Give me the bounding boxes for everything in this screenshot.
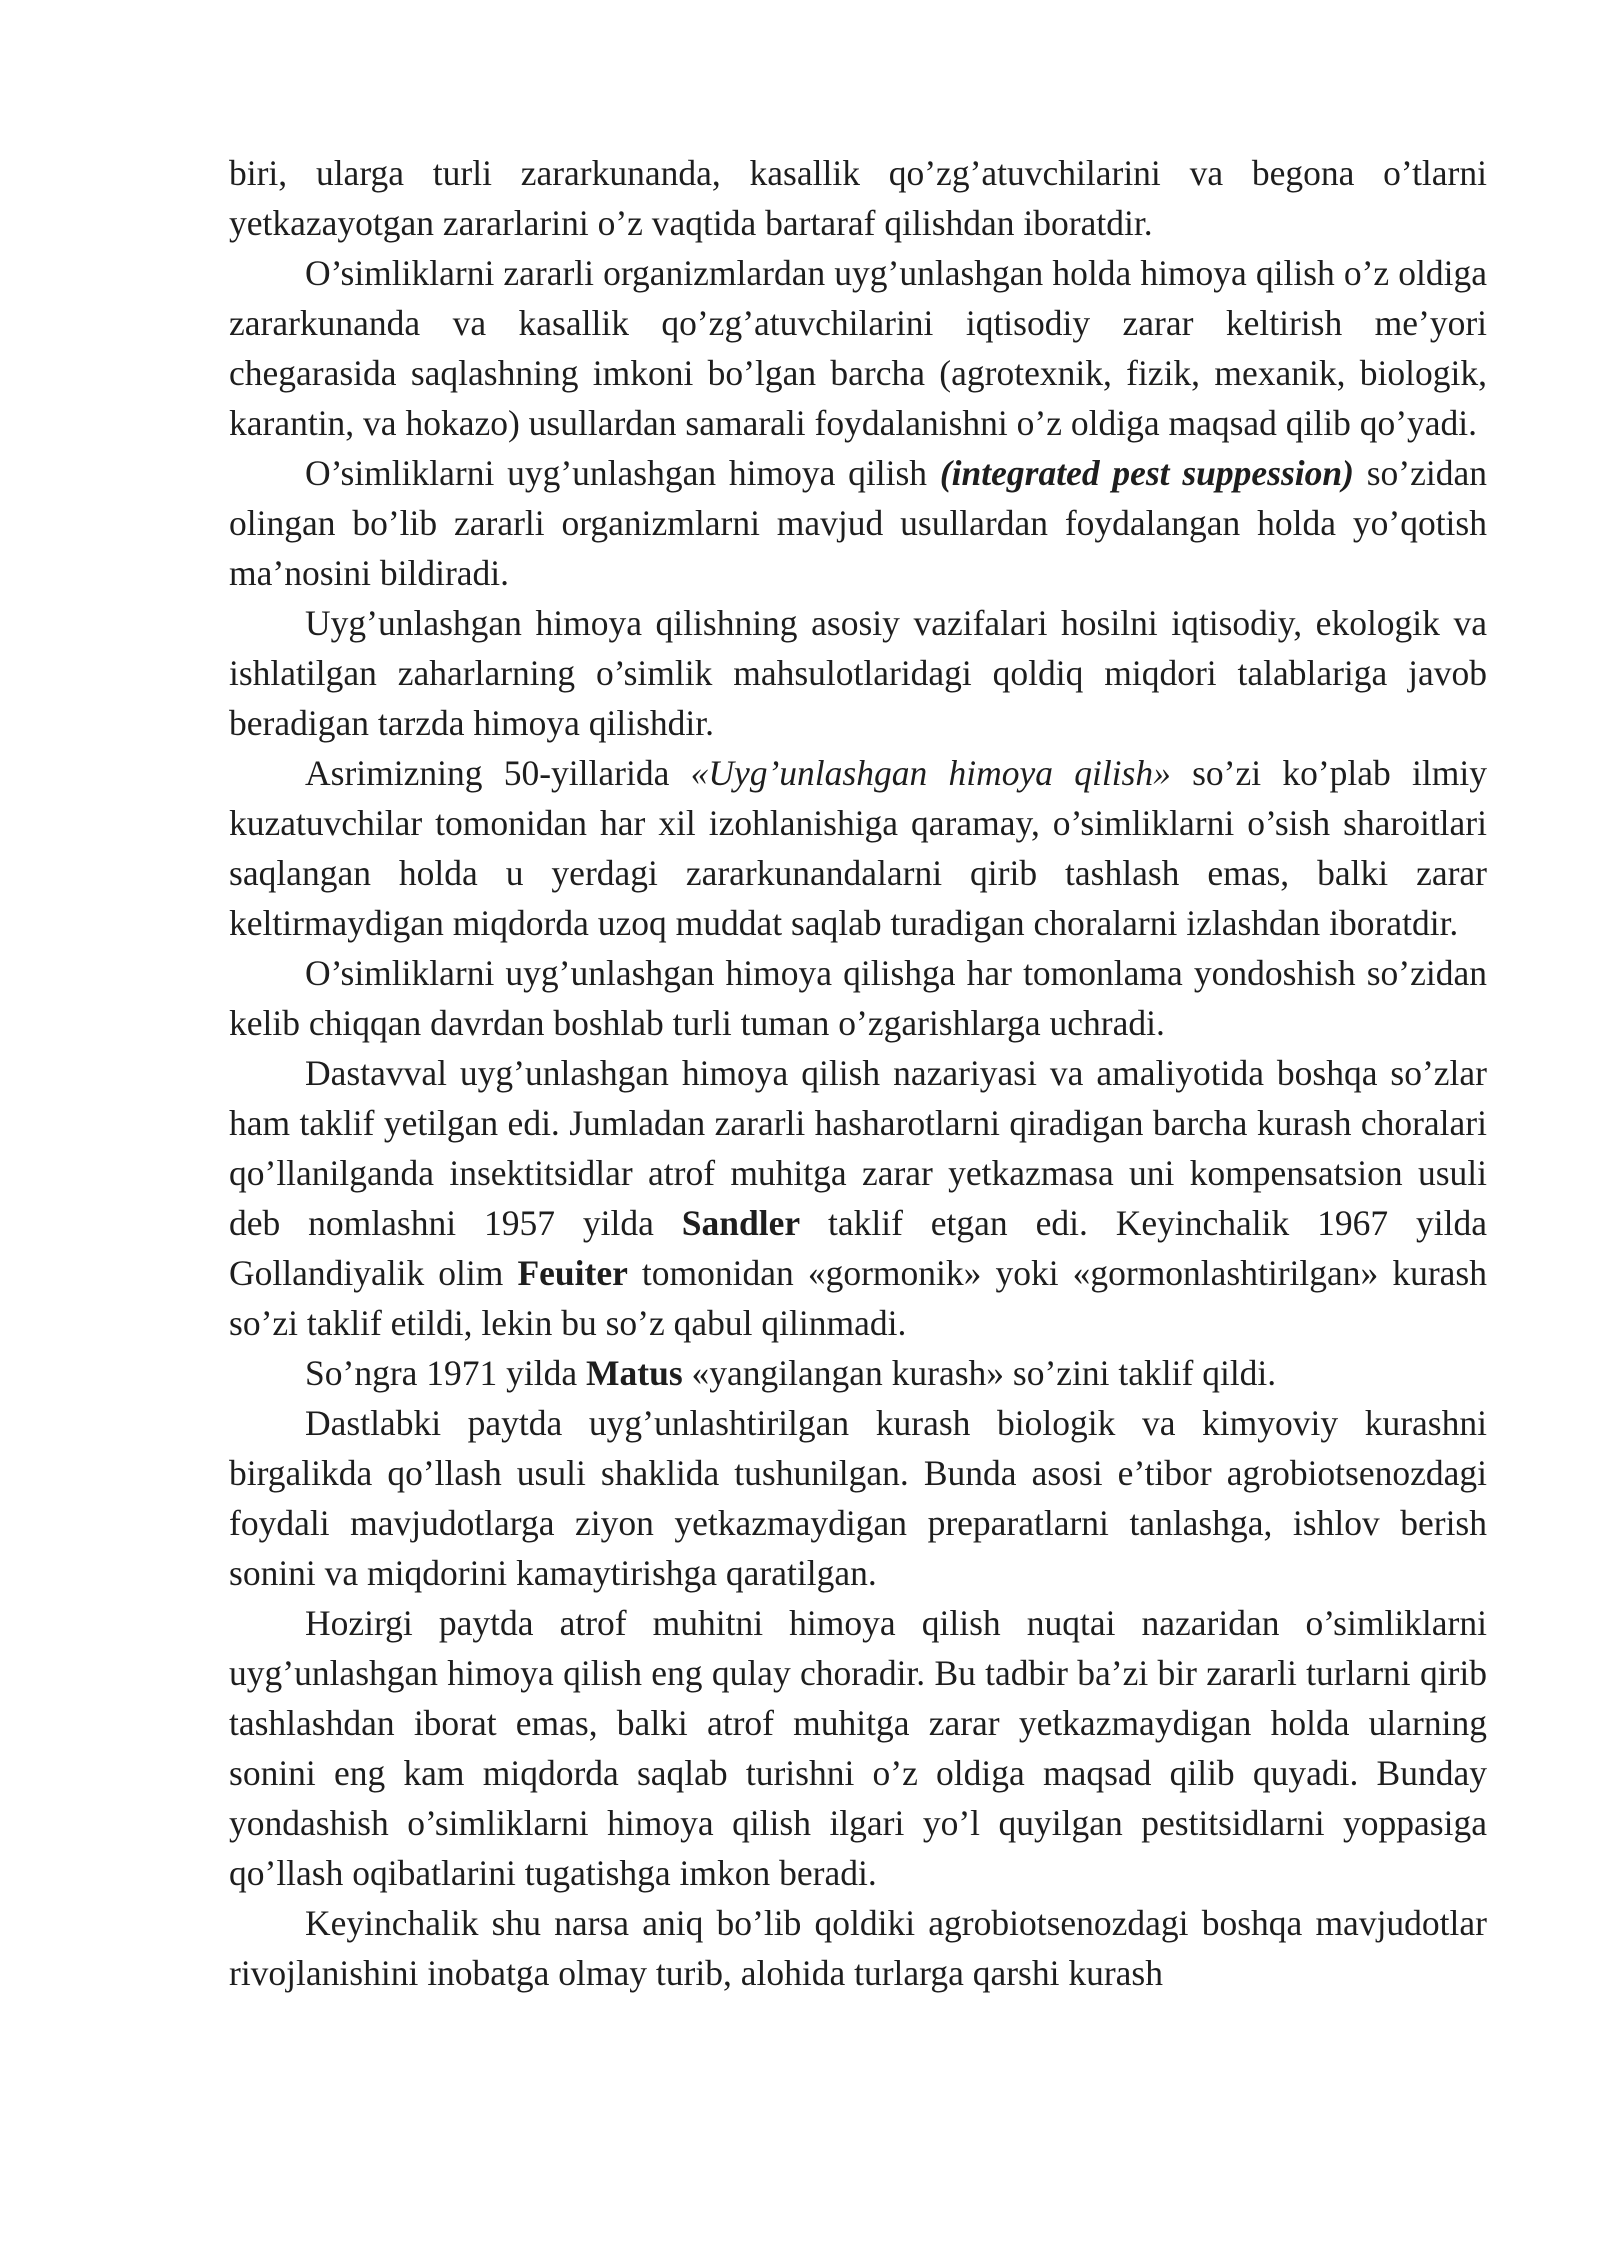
text-run: so’zidan olingan bo’lib zararli organizmlarni mavjud usullardan foydalangan holda yo’qotish ma’nosini bildiradi. bbox=[229, 453, 1487, 593]
document-paragraph bbox=[229, 248, 1487, 448]
text-run: tomonidan «gormonik» yoki «gormonlashtirilgan» kurash so’zi taklif etildi, lekin bu so’z qabul qilinmadi. bbox=[229, 1253, 1487, 1343]
document-paragraph bbox=[229, 1598, 1487, 1898]
italic-text-run: «Uyg’unlashgan himoya qilish» bbox=[690, 753, 1171, 793]
text-run: So’ngra 1971 yilda bbox=[305, 1353, 587, 1393]
text-run: O’simliklarni uyg’unlashgan himoya qilishga har tomonlama yondoshish so’zidan kelib chiqqan davrdan boshlab turli tuman o’zgarishlarga uchradi. bbox=[229, 953, 1487, 1043]
text-run: O’simliklarni zararli organizmlardan uyg’unlashgan holda himoya qilish o’z oldiga zararkunanda va kasallik qo’zg’atuvchilarini iqtisodiy zarar keltirish me’yori chegarasida saqlashning imkoni bo’lgan barcha (agrotexnik, fizik, mexanik, biologik, karantin, va hokazo) usullardan samarali foydalanishni o’z oldiga maqsad qilib qo’yadi. bbox=[229, 253, 1487, 443]
document-paragraph bbox=[229, 1398, 1487, 1598]
text-run: Dastavval uyg’unlashgan himoya qilish nazariyasi va amaliyotida boshqa so’zlar ham taklif yetilgan edi. Jumladan zararli hasharotlarni qiradigan barcha kurash choralari qo’llanilganda insektitsidlar atrof muhitga zarar yetkazmasa uni kompensatsion usuli deb nomlashni 1957 yilda bbox=[229, 1053, 1487, 1243]
text-run: Keyinchalik shu narsa aniq bo’lib qoldiki agrobiotsenozdagi boshqa mavjudotlar rivojlanishini inobatga olmay turib, alohida turlarga qarshi kurash bbox=[229, 1903, 1487, 1993]
document-paragraph bbox=[229, 598, 1487, 748]
document-paragraph bbox=[229, 948, 1487, 1048]
document-paragraph bbox=[229, 748, 1487, 948]
text-run: biri, ularga turli zararkunanda, kasallik qo’zg’atuvchilarini va begona o’tlarni yetkazayotgan zararlarini o’z vaqtida bartaraf qilishdan iboratdir. bbox=[229, 153, 1487, 243]
text-run: «yangilangan kurash» so’zini taklif qildi. bbox=[682, 1353, 1277, 1393]
text-run: Asrimizning 50-yillarida bbox=[305, 753, 691, 793]
bold-italic-text-run: (integrated pest suppession) bbox=[939, 453, 1354, 493]
bold-text-run: Matus bbox=[586, 1353, 683, 1393]
document-paragraph bbox=[229, 1048, 1487, 1348]
text-run: Hozirgi paytda atrof muhitni himoya qilish nuqtai nazaridan o’simliklarni uyg’unlashgan himoya qilish eng qulay choradir. Bu tadbir ba’zi bir zararli turlarni qirib tashlashdan iborat emas, balki atrof muhitga zarar yetkazmaydigan holda ularning sonini eng kam miqdorda saqlab turishni o’z oldiga maqsad qilib quyadi. Bunday yondashish o’simliklarni himoya qilish ilgari yo’l quyilgan pestitsidlarni yoppasiga qo’llash oqibatlarini tugatishga imkon beradi. bbox=[229, 1603, 1487, 1893]
document-paragraph bbox=[229, 448, 1487, 598]
document-paragraph bbox=[229, 1348, 1487, 1398]
text-run: Dastlabki paytda uyg’unlashtirilgan kurash biologik va kimyoviy kurashni birgalikda qo’llash usuli shaklida tushunilgan. Bunda asosi e’tibor agrobiotsenozdagi foydali mavjudotlarga ziyon yetkazmaydigan preparatlarni tanlashga, ishlov berish sonini va miqdorini kamaytirishga qaratilgan. bbox=[229, 1403, 1487, 1593]
text-run: O’simliklarni uyg’unlashgan himoya qilish bbox=[305, 453, 940, 493]
text-run: so’zi ko’plab ilmiy kuzatuvchilar tomonidan har xil izohlanishiga qaramay, o’simliklarni o’sish sharoitlari saqlangan holda u yerdagi zararkunandalarni qirib tashlash emas, balki zarar keltirmaydigan miqdorda uzoq muddat saqlab turadigan choralarni izlashdan iboratdir. bbox=[229, 753, 1487, 943]
text-run: taklif etgan edi. Keyinchalik 1967 yilda Gollandiyalik olim bbox=[229, 1203, 1487, 1293]
document-paragraph bbox=[229, 1898, 1487, 1998]
text-run: Uyg’unlashgan himoya qilishning asosiy vazifalari hosilni iqtisodiy, ekologik va ishlatilgan zaharlarning o’simlik mahsulotlaridagi qoldiq miqdori talablariga javob beradigan tarzda himoya qilishdir. bbox=[229, 603, 1487, 743]
bold-text-run: Sandler bbox=[681, 1203, 801, 1243]
document-page bbox=[229, 148, 1487, 1998]
document-paragraph bbox=[229, 148, 1487, 248]
bold-text-run: Feuiter bbox=[517, 1253, 628, 1293]
